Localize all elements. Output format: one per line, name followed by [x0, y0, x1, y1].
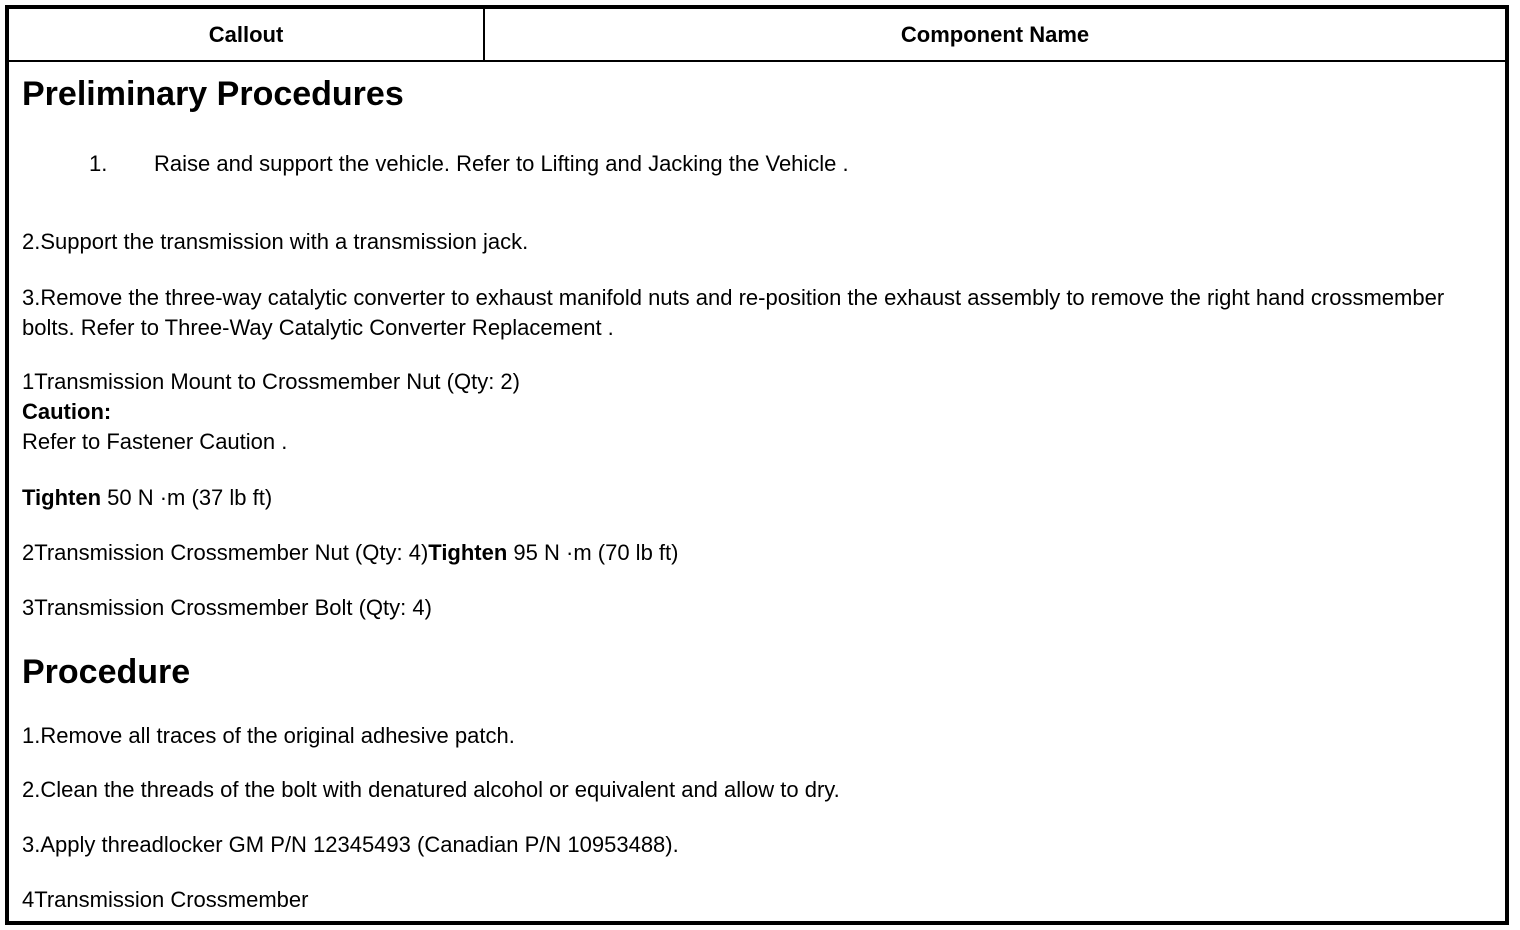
item1-caution-text: Refer to Fastener Caution . — [22, 429, 288, 454]
item1-tighten — [22, 483, 272, 513]
preliminary-step3: 3.Remove the three-way catalytic converter to exhaust manifold nuts and re-position the exhaust assembly to remove the right hand crossmember bolts. Refer to Three-Way Catalytic Converter Replacement . — [22, 285, 1445, 340]
item1-tighten-value: 50 N ·m (37 lb ft) — [101, 485, 273, 510]
procedure-step1: 1.Remove all traces of the original adhesive patch. — [22, 723, 515, 748]
table-body-cell — [9, 62, 1505, 921]
table-header-row — [9, 9, 1505, 62]
preliminary-step2: 2.Support the transmission with a transmission jack. — [22, 229, 529, 254]
item2-tighten-label: Tighten — [428, 540, 508, 565]
item2-label: 2Transmission Crossmember Nut (Qty: 4) — [22, 540, 429, 565]
component-name-column-header: Component Name — [900, 21, 1090, 47]
item2 — [22, 538, 678, 568]
item1-caution-label: Caution: — [22, 399, 112, 424]
procedure-step2: 2.Clean the threads of the bolt with denatured alcohol or equivalent and allow to dry. — [22, 777, 840, 802]
item2-tighten-value: 95 N ·m (70 lb ft) — [507, 540, 679, 565]
service-table — [5, 5, 1509, 925]
preliminary-step1-text: Raise and support the vehicle. Refer to Lifting and Jacking the Vehicle . — [154, 151, 849, 176]
item4-label: 4Transmission Crossmember — [22, 887, 309, 912]
item3-label: 3Transmission Crossmember Bolt (Qty: 4) — [22, 595, 432, 620]
preliminary-procedures-heading: Preliminary Procedures — [22, 75, 404, 113]
item1-tighten-label: Tighten — [22, 485, 102, 510]
preliminary-step1-number: 1. — [89, 151, 108, 176]
procedure-step3: 3.Apply threadlocker GM P/N 12345493 (Canadian P/N 10953488). — [22, 832, 679, 857]
callout-column-header: Callout — [9, 9, 485, 60]
procedure-heading: Procedure — [22, 653, 191, 691]
item1-label: 1Transmission Mount to Crossmember Nut (Qty: 2) — [22, 369, 520, 394]
